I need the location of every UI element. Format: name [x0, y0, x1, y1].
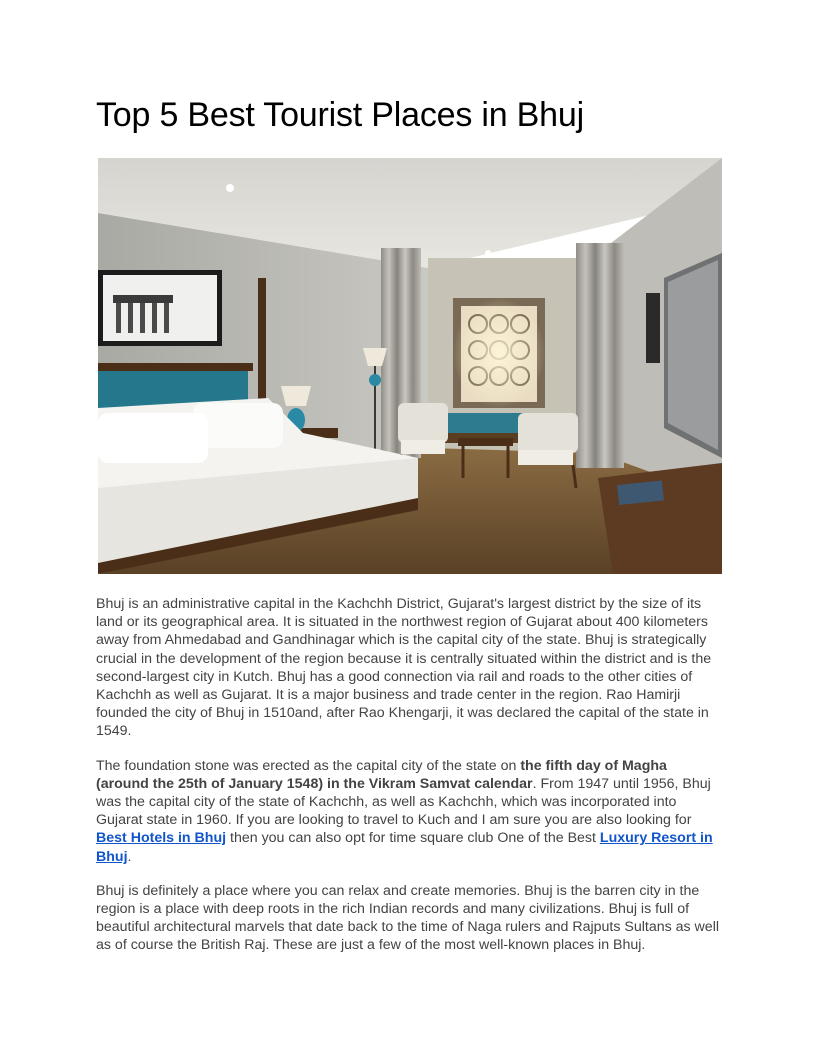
history-text-4: .: [127, 848, 132, 865]
history-text-1: The foundation stone was erected as the capital city of the state on: [96, 757, 521, 774]
paragraph-intro: Bhuj is an administrative capital in the Kachchh District, Gujarat's largest district by the size of its land or its geographical area. It is situated in the northwest region of Gujarat about 400 kilometers away from Ahmedabad and Gandhinagar which is the capital city of the state. Bhuj is strategically crucial in the development of the region because it is centrally situated within the district and is the second-largest city in Kutch. Bhuj has a good connection via rail and roads to the other cities of Kachchh as well as Gujarat. It is a major business and trade center in the region. Rao Hamirji founded the city of Bhuj in 1510and, after Rao Khengarji, it was declared the capital of the state in 1549.: [96, 596, 712, 740]
history-text-3: then you can also opt for time square club One of the Best: [226, 830, 600, 847]
history-text-2: . From 1947 until 1956, Bhuj was the capital city of the state of Kachchh, as well as Kachchh, which was incorporated into Gujarat state in 1960. If you are looking to travel to Kuch and I am sure you are also looking for: [96, 775, 711, 829]
paragraph-summary: Bhuj is definitely a place where you can relax and create memories. Bhuj is the barren city in the region is a place with deep roots in the rich Indian records and many civilizations. Bhuj is full of beautiful architectural marvels that date back to the time of Naga rulers and Rajputs Sultans as well as of course the British Raj. These are just a few of the most well-known places in Bhuj.: [96, 882, 719, 954]
hotel-room-image: [98, 158, 722, 574]
luxury-resort-link[interactable]: Luxury Resort in Bhuj: [96, 830, 713, 865]
history-bold-date: the fifth day of Magha (around the 25th of January 1548) in the Vikram Samvat calendar: [96, 757, 667, 792]
page-title: Top 5 Best Tourist Places in Bhuj: [96, 96, 584, 134]
best-hotels-link[interactable]: Best Hotels in Bhuj: [96, 830, 227, 847]
article-body: [96, 595, 720, 971]
paragraph-history: [96, 757, 720, 866]
